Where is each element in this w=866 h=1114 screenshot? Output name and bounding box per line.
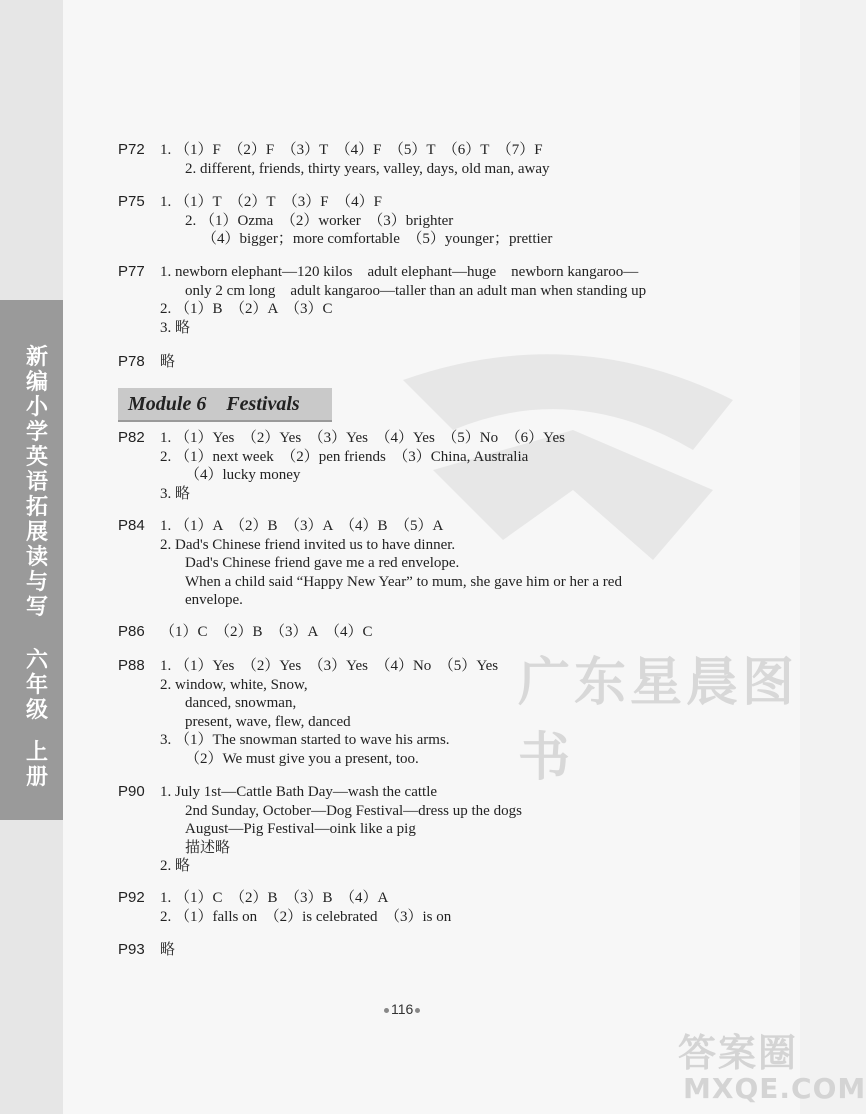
answer-line: （1）C （2）B （3）A （4）C	[160, 624, 373, 640]
answer-line: 1. （1）C （2）B （3）B （4）A	[160, 890, 389, 906]
answer-line: When a child said “Happy New Year” to mum, she gave him or her a red	[185, 573, 622, 590]
page-ref: P92	[118, 889, 145, 906]
answer-line: 2. （1）B （2）A （3）C	[160, 301, 333, 317]
answer-line: Dad's Chinese friend gave me a red envelope.	[185, 555, 460, 571]
answer-line: August—Pig Festival—oink like a pig	[185, 821, 416, 837]
grade-label	[22, 648, 52, 723]
answer-line: 2. different, friends, thirty years, valley, days, old man, away	[185, 160, 550, 177]
page-ref: P77	[118, 263, 145, 280]
answer-line: 描述略	[185, 839, 231, 856]
series-title-char: 读	[25, 545, 48, 570]
series-title-char: 拓	[25, 495, 48, 520]
page-ref: P72	[118, 141, 145, 158]
page-number-text: 116	[391, 1001, 414, 1017]
series-title-char: 学	[25, 420, 48, 445]
page-ref: P75	[118, 193, 145, 210]
page-ref: P82	[118, 429, 145, 446]
answer-line: 略	[160, 942, 176, 958]
answer-line: 1. newborn elephant—120 kilos adult elephant—huge newborn kangaroo—	[160, 264, 639, 280]
answer-line: 2. （1）Ozma （2）worker （3）brighter	[185, 212, 454, 229]
answer-line: envelope.	[185, 592, 243, 608]
series-title-char: 小	[25, 395, 48, 420]
series-title-char: 语	[25, 470, 48, 495]
answer-line: 2. 略	[160, 858, 191, 874]
answer-line: only 2 cm long adult kangaroo—taller than an adult man when standing up	[185, 282, 647, 299]
page-number	[382, 1001, 422, 1017]
answer-line: 2. Dad's Chinese friend invited us to have dinner.	[160, 536, 456, 553]
series-title-char: 编	[25, 370, 48, 395]
answer-line: 2. window, white, Snow,	[160, 676, 308, 693]
module-header	[118, 388, 332, 422]
page-ref: P93	[118, 941, 145, 958]
page-ref: P90	[118, 783, 145, 800]
corner-logo-url: MXQE.COM	[683, 1072, 866, 1105]
corner-logo: 答案圈	[678, 1031, 799, 1075]
answer-line: 略	[160, 354, 176, 370]
answer-line: （2）We must give you a present, too.	[185, 750, 419, 767]
module-title: Module 6 Festivals	[128, 393, 300, 415]
volume-char: 册	[25, 765, 48, 790]
series-title-char: 英	[25, 445, 48, 470]
answer-line: 2. （1）falls on （2）is celebrated （3）is on	[160, 908, 452, 925]
series-title-char: 与	[25, 570, 48, 595]
answer-line: 2. （1）next week （2）pen friends （3）China, Australia	[160, 448, 529, 465]
answer-line: 2nd Sunday, October—Dog Festival—dress up the dogs	[185, 802, 522, 819]
answer-line: 1. （1）F （2）F （3）T （4）F （5）T （6）T （7）F	[160, 142, 543, 158]
answer-line: 1. （1）Yes （2）Yes （3）Yes （4）Yes （5）No （6）Yes	[160, 430, 565, 446]
answer-line: 3. （1）The snowman started to wave his arms.	[160, 732, 450, 748]
grade-char: 六	[25, 648, 48, 673]
grade-char: 级	[25, 698, 48, 723]
page-number-dot	[384, 1008, 389, 1013]
page-ref: P86	[118, 623, 145, 640]
answer-line: 3. 略	[160, 319, 191, 336]
answer-line: 3. 略	[160, 485, 191, 502]
series-title-char: 写	[25, 595, 48, 620]
series-title-char: 展	[25, 520, 48, 545]
answer-line: present, wave, flew, danced	[185, 713, 351, 730]
answer-line: 1. （1）T （2）T （3）F （4）F	[160, 194, 382, 210]
page-ref: P78	[118, 353, 145, 370]
grade-char: 年	[25, 673, 48, 698]
answer-line: 1. （1）A （2）B （3）A （4）B （5）A	[160, 518, 444, 534]
answer-line: 1. （1）Yes （2）Yes （3）Yes （4）No （5）Yes	[160, 658, 499, 674]
series-title	[22, 345, 52, 620]
volume-label	[22, 740, 52, 790]
answer-line: 1. July 1st—Cattle Bath Day—wash the cattle	[160, 784, 438, 800]
answer-line: （4）bigger；more comfortable （5）younger；prettier	[202, 231, 553, 247]
volume-char: 上	[25, 740, 48, 765]
page-number-dot	[415, 1008, 420, 1013]
watermark-text: 广东星晨图书	[518, 653, 799, 788]
page-ref: P84	[118, 517, 145, 534]
answer-line: （4）lucky money	[185, 467, 301, 483]
answer-line: danced, snowman,	[185, 695, 297, 711]
page-ref: P88	[118, 657, 145, 674]
series-title-char: 新	[25, 345, 48, 370]
